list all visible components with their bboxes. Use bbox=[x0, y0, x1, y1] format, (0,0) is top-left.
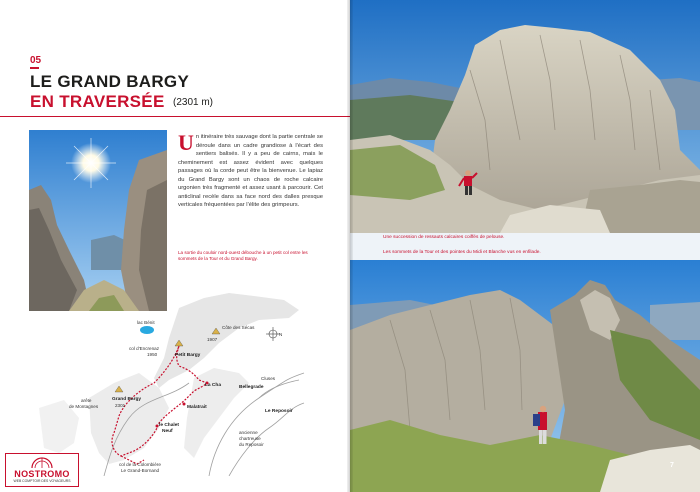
map-label-grand-bargy-alt: 2301 bbox=[115, 403, 126, 408]
title-rule bbox=[0, 116, 350, 117]
right-bottom-caption: Les sommets de la Tour et des pointes du Midi et Blanche vus en enfilade. bbox=[383, 250, 541, 255]
map-label-bellegrade: Bellegrade bbox=[239, 385, 264, 390]
intro-text: n itinéraire très sauvage dont la partie centrale se déroule dans un cadre grandiose à l'écart des sentiers balisés. Il y a peu de cairns, mais le cheminement est assez évident avec quelques passages où la corde peut être la bienvenue. Le lapiaz du Grand Bargy sont un chaos de roche calcaire urgonien très fragmenté et assez usant à parcourir. Cet anticlinal recèle dans sa face nord des dalles presque verticales fréquentées par l'élite des grimpeurs. bbox=[178, 134, 323, 208]
map-label-colombiere: col de la Colombière bbox=[119, 462, 161, 467]
map-label-lac: lac Bénit bbox=[137, 320, 155, 325]
map-label-cote-alt: 1907 bbox=[207, 337, 218, 342]
map-label-du-reposoir: du Reposoir bbox=[239, 442, 264, 447]
intro-paragraph bbox=[178, 130, 323, 210]
nostromo-logo bbox=[5, 453, 79, 487]
logo-name: NOSTROMO bbox=[14, 469, 70, 479]
map-label-cluses: Cluses bbox=[261, 376, 276, 381]
route-map bbox=[29, 288, 309, 476]
map-label-le-reposoir: Le Reposoir bbox=[265, 409, 293, 414]
right-top-caption: Une succession de ressauts calcaires coiffés de pelouse. bbox=[383, 235, 505, 240]
map-label-arete: arête bbox=[81, 398, 92, 403]
compass-label: N bbox=[279, 332, 283, 337]
map-label-grand-bornand: Le Grand-Bornand bbox=[121, 468, 160, 473]
title-line2: EN TRAVERSÉE bbox=[30, 92, 165, 111]
map-label-la-cha: La Cha bbox=[205, 383, 221, 388]
left-photo-caption: La sortie du couloir nord-ouest débouche à un petit col entre les sommets de la Tour et du Grand Bargy. bbox=[178, 250, 308, 262]
right-page bbox=[350, 0, 700, 492]
logo-tagline: WEB COMPTOIR DES VOYAGEURS bbox=[13, 479, 71, 483]
map-label-le-chalet: le Chalet bbox=[159, 423, 179, 428]
summit-photo bbox=[350, 0, 700, 233]
map-label-col: col d'Encrenaz bbox=[129, 346, 159, 351]
map-label-le-chalet-2: Neuf bbox=[162, 429, 173, 434]
map-label-montagnes: de Montagnes bbox=[69, 404, 99, 409]
map-label-chartreuse: chartreuse bbox=[239, 436, 261, 441]
book-gutter bbox=[347, 0, 353, 492]
map-label-col-alt: 1950 bbox=[147, 352, 158, 357]
page-number: 7 bbox=[670, 462, 674, 469]
dropcap: U bbox=[178, 130, 194, 155]
title-line1: LE GRAND BARGY bbox=[30, 72, 190, 91]
map-label-grand-bargy: Grand Bargy bbox=[112, 397, 142, 402]
ridge-photo bbox=[350, 260, 700, 492]
map-label-cote-secas: Côte des Sécas bbox=[222, 325, 255, 330]
altitude: (2301 m) bbox=[173, 97, 214, 108]
map-label-petit-bargy: Petit Bargy bbox=[175, 353, 201, 358]
map-label-ancienne: ancienne bbox=[239, 430, 258, 435]
route-number-rule bbox=[30, 67, 39, 69]
map-label-malatrait: Malatrait bbox=[187, 405, 207, 410]
route-number: 05 bbox=[30, 55, 42, 66]
couloir-photo bbox=[29, 130, 167, 311]
